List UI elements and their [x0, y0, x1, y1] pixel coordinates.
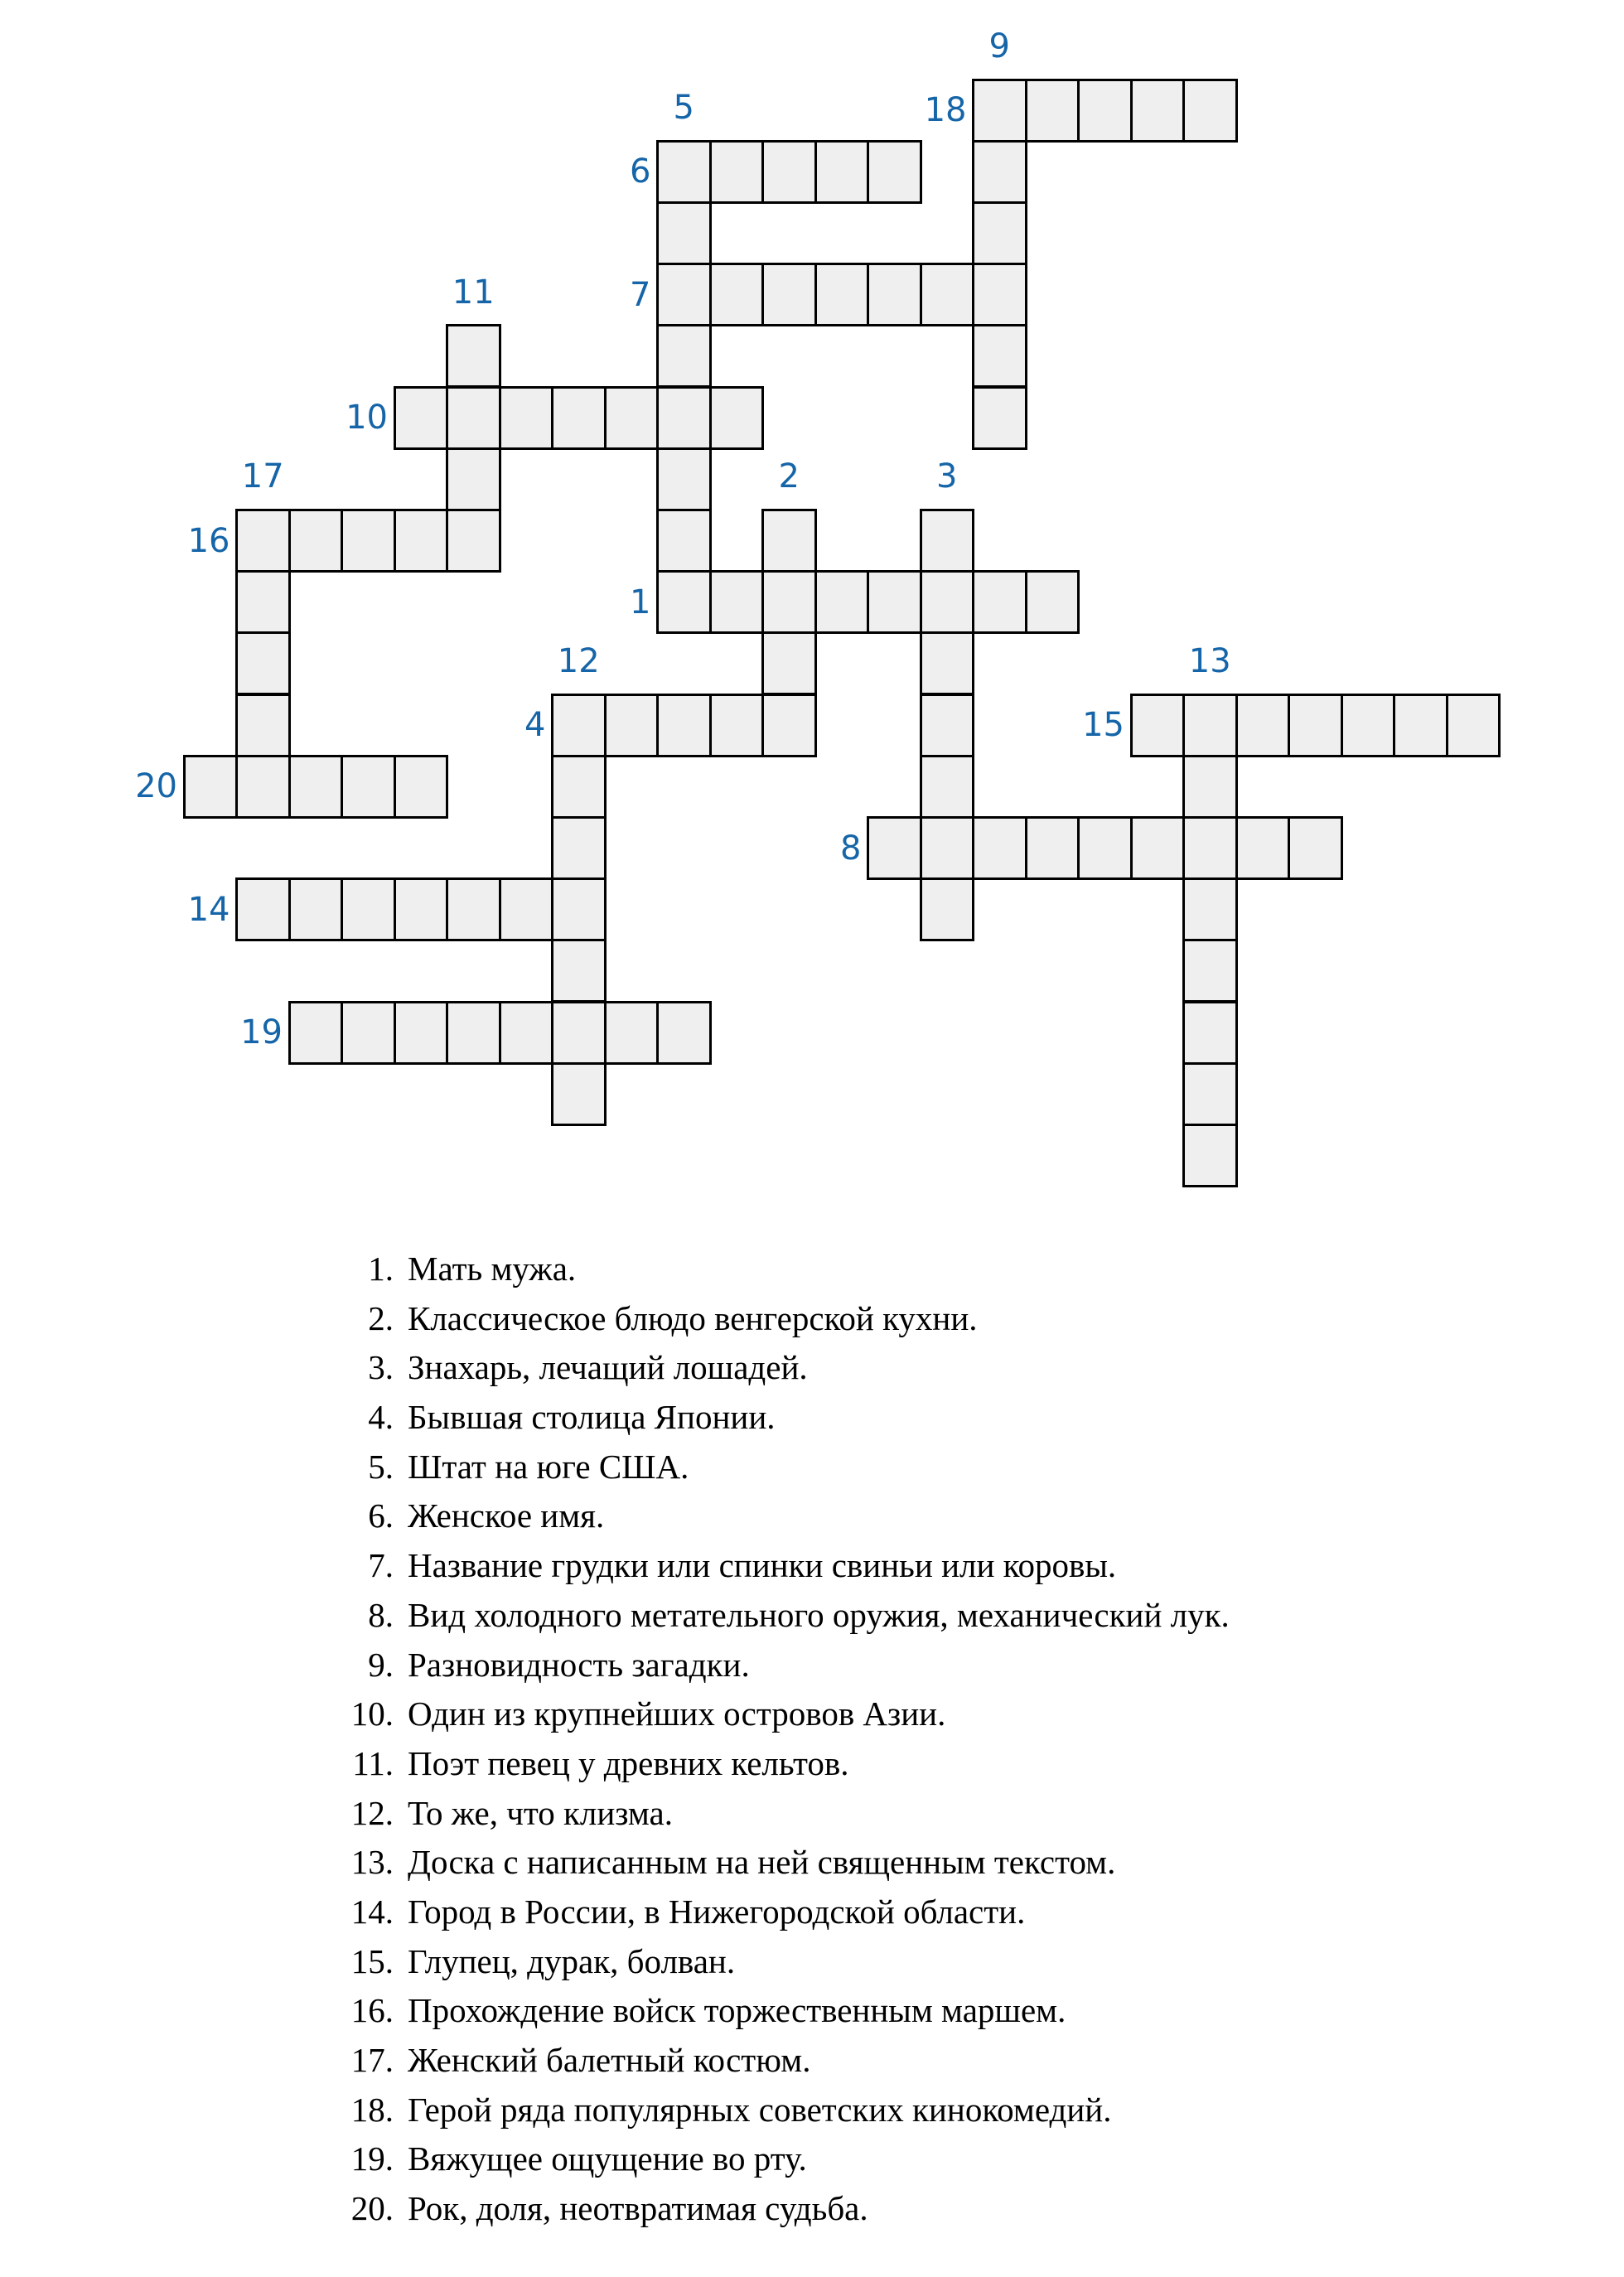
- clue-text: Поэт певец у древних кельтов.: [408, 1743, 849, 1782]
- crossword-cell[interactable]: [1235, 694, 1291, 757]
- crossword-cell[interactable]: [761, 140, 817, 204]
- crossword-cell[interactable]: [656, 263, 712, 326]
- crossword-cell[interactable]: [446, 386, 501, 450]
- clue-text: Глупец, дурак, болван.: [408, 1941, 736, 1980]
- crossword-cell[interactable]: [1235, 816, 1291, 880]
- clue-text: Женский балетный костюм.: [408, 2041, 811, 2079]
- crossword-cell[interactable]: [656, 447, 712, 511]
- crossword-cell[interactable]: [235, 631, 291, 695]
- crossword-cell[interactable]: [341, 755, 396, 819]
- crossword-cell[interactable]: [920, 694, 975, 757]
- crossword-cell[interactable]: [1182, 1124, 1238, 1187]
- crossword-cell[interactable]: [972, 816, 1027, 880]
- crossword-cell[interactable]: [1182, 1062, 1238, 1126]
- clue-text: Бывшая столица Японии.: [408, 1398, 776, 1437]
- crossword-cell[interactable]: [604, 386, 660, 450]
- crossword-cell[interactable]: [1025, 570, 1080, 634]
- crossword-cell[interactable]: [814, 570, 870, 634]
- crossword-cell[interactable]: [1341, 694, 1396, 757]
- clue-text: Вяжущее ощущение во рту.: [408, 2139, 807, 2178]
- clue-number-label: 13: [1188, 642, 1231, 680]
- crossword-cell[interactable]: [341, 1001, 396, 1065]
- crossword-cell[interactable]: [656, 1001, 712, 1065]
- clue-number: 11.: [352, 1743, 394, 1782]
- crossword-cell[interactable]: [656, 386, 712, 450]
- clue-number-label: 12: [557, 642, 600, 680]
- crossword-cell[interactable]: [446, 877, 501, 941]
- clue-number: 17.: [350, 2041, 394, 2079]
- clue-number: 10.: [350, 1694, 394, 1733]
- clue-number-label: 19: [240, 1013, 283, 1052]
- crossword-cell[interactable]: [656, 694, 712, 757]
- crossword-cell[interactable]: [1288, 816, 1343, 880]
- clue-number: 12.: [350, 1793, 394, 1832]
- crossword-cell[interactable]: [604, 694, 660, 757]
- crossword-cell[interactable]: [235, 509, 291, 573]
- crossword-cell[interactable]: [920, 755, 975, 819]
- crossword-cell[interactable]: [551, 1062, 607, 1126]
- crossword-cell[interactable]: [867, 263, 922, 326]
- clue-text: Один из крупнейших островов Азии.: [408, 1694, 946, 1733]
- clue-text: Герой ряда популярных советских кинокомедий.: [408, 2090, 1112, 2129]
- crossword-cell[interactable]: [1130, 79, 1186, 143]
- clue-text: Прохождение войск торжественным маршем.: [408, 1991, 1066, 2030]
- crossword-cell[interactable]: [235, 877, 291, 941]
- clue-text: Мать мужа.: [408, 1250, 577, 1288]
- clue-number-label: 2: [778, 457, 800, 496]
- clue-number: 16.: [350, 1991, 394, 2030]
- crossword-cell[interactable]: [1446, 694, 1501, 757]
- crossword-cell[interactable]: [551, 877, 607, 941]
- crossword-cell[interactable]: [394, 877, 449, 941]
- crossword-cell[interactable]: [972, 79, 1027, 143]
- crossword-cell[interactable]: [394, 386, 449, 450]
- crossword-cell[interactable]: [761, 509, 817, 573]
- crossword-cell[interactable]: [551, 386, 607, 450]
- crossword-cell[interactable]: [235, 694, 291, 757]
- clue-number-label: 17: [241, 457, 284, 496]
- crossword-cell[interactable]: [551, 1001, 607, 1065]
- crossword-cell[interactable]: [656, 201, 712, 265]
- clue-number-label: 5: [673, 89, 694, 128]
- crossword-cell[interactable]: [920, 570, 975, 634]
- clue-number: 4.: [368, 1398, 394, 1437]
- crossword-cell[interactable]: [972, 263, 1027, 326]
- clue-number-label: 6: [630, 152, 651, 191]
- crossword-cell[interactable]: [1182, 79, 1238, 143]
- clue-text: Штат на юге США.: [408, 1447, 689, 1486]
- clue-text: Доска с написанным на ней священным текстом.: [408, 1843, 1116, 1882]
- crossword-cell[interactable]: [288, 1001, 344, 1065]
- crossword-cell[interactable]: [1025, 79, 1080, 143]
- clue-text: Женское имя.: [408, 1496, 605, 1535]
- clue-number-label: 20: [135, 767, 177, 806]
- clue-text: Вид холодного метательного оружия, механический лук.: [408, 1595, 1230, 1634]
- clue-number-label: 16: [187, 521, 230, 560]
- crossword-cell[interactable]: [446, 1001, 501, 1065]
- clue-number: 13.: [350, 1843, 394, 1882]
- crossword-cell[interactable]: [446, 324, 501, 388]
- crossword-cell[interactable]: [867, 816, 922, 880]
- clue-number: 6.: [368, 1496, 394, 1535]
- crossword-cell[interactable]: [235, 570, 291, 634]
- crossword-cell[interactable]: [656, 509, 712, 573]
- clue-number-label: 1: [630, 583, 651, 621]
- clue-number-label: 9: [988, 27, 1010, 65]
- crossword-cell[interactable]: [1182, 694, 1238, 757]
- clue-number: 15.: [350, 1941, 394, 1980]
- clue-text: Рок, доля, неотвратимая судьба.: [408, 2189, 868, 2228]
- crossword-cell[interactable]: [1182, 755, 1238, 819]
- crossword-cell[interactable]: [920, 263, 975, 326]
- clue-number-label: 4: [524, 706, 546, 745]
- crossword-cell[interactable]: [1393, 694, 1448, 757]
- crossword-cell[interactable]: [920, 877, 975, 941]
- crossword-cell[interactable]: [867, 140, 922, 204]
- crossword-cell[interactable]: [341, 509, 396, 573]
- crossword-cell[interactable]: [656, 140, 712, 204]
- clue-number-label: 8: [840, 829, 862, 868]
- clue-number: 9.: [368, 1645, 394, 1684]
- crossword-cell[interactable]: [972, 570, 1027, 634]
- clue-number: 14.: [350, 1892, 394, 1931]
- crossword-cell[interactable]: [499, 386, 554, 450]
- crossword-cell[interactable]: [183, 755, 239, 819]
- crossword-cell[interactable]: [709, 263, 765, 326]
- clue-number: 19.: [350, 2139, 394, 2178]
- crossword-cell[interactable]: [1130, 694, 1186, 757]
- crossword-cell[interactable]: [761, 694, 817, 757]
- clue-text: Название грудки или спинки свиньи или коровы.: [408, 1546, 1117, 1585]
- clue-number-label: 11: [452, 273, 495, 312]
- crossword-cell[interactable]: [709, 694, 765, 757]
- crossword-cell[interactable]: [394, 755, 449, 819]
- crossword-cell[interactable]: [288, 755, 344, 819]
- crossword-cell[interactable]: [394, 509, 449, 573]
- crossword-cell[interactable]: [761, 570, 817, 634]
- crossword-cell[interactable]: [656, 324, 712, 388]
- crossword-cell[interactable]: [761, 631, 817, 695]
- crossword-cell[interactable]: [814, 140, 870, 204]
- clue-number: 5.: [368, 1447, 394, 1486]
- crossword-cell[interactable]: [972, 324, 1027, 388]
- crossword-cell[interactable]: [235, 755, 291, 819]
- clue-number: 8.: [368, 1595, 394, 1634]
- crossword-cell[interactable]: [288, 509, 344, 573]
- clue-text: Классическое блюдо венгерской кухни.: [408, 1298, 978, 1337]
- clue-text: Разновидность загадки.: [408, 1645, 750, 1684]
- crossword-cell[interactable]: [814, 263, 870, 326]
- crossword-cell[interactable]: [499, 877, 554, 941]
- crossword-cell[interactable]: [446, 509, 501, 573]
- crossword-cell[interactable]: [1182, 1001, 1238, 1065]
- crossword-cell[interactable]: [1077, 79, 1133, 143]
- crossword-cell[interactable]: [1025, 816, 1080, 880]
- crossword-cell[interactable]: [1182, 939, 1238, 1003]
- crossword-cell[interactable]: [972, 201, 1027, 265]
- crossword-cell[interactable]: [761, 263, 817, 326]
- crossword-cell[interactable]: [709, 386, 765, 450]
- clue-number: 1.: [368, 1250, 394, 1288]
- crossword-cell[interactable]: [1182, 816, 1238, 880]
- crossword-cell[interactable]: [551, 694, 607, 757]
- clue-number-label: 3: [936, 457, 958, 496]
- crossword-cell[interactable]: [446, 447, 501, 511]
- crossword-cell[interactable]: [551, 816, 607, 880]
- crossword-cell[interactable]: [972, 140, 1027, 204]
- crossword-cell[interactable]: [551, 939, 607, 1003]
- clue-text: То же, что клизма.: [408, 1793, 673, 1832]
- crossword-cell[interactable]: [341, 877, 396, 941]
- crossword-cell[interactable]: [288, 877, 344, 941]
- clue-number-label: 18: [924, 91, 967, 130]
- crossword-cell[interactable]: [394, 1001, 449, 1065]
- crossword-cell[interactable]: [1288, 694, 1343, 757]
- crossword-cell[interactable]: [1182, 877, 1238, 941]
- crossword-cell[interactable]: [709, 140, 765, 204]
- crossword-cell[interactable]: [499, 1001, 554, 1065]
- crossword-cell[interactable]: [604, 1001, 660, 1065]
- crossword-cell[interactable]: [551, 755, 607, 819]
- clue-text: Город в России, в Нижегородской области.: [408, 1892, 1026, 1931]
- clue-number-label: 10: [346, 399, 388, 438]
- crossword-cell[interactable]: [920, 509, 975, 573]
- clue-number-label: 14: [187, 890, 230, 929]
- clue-number-label: 15: [1082, 706, 1124, 745]
- crossword-cell[interactable]: [920, 631, 975, 695]
- crossword-cell[interactable]: [656, 570, 712, 634]
- clue-number: 3.: [368, 1348, 394, 1387]
- clue-number: 18.: [350, 2090, 394, 2129]
- clue-number: 2.: [368, 1298, 394, 1337]
- crossword-cell[interactable]: [1130, 816, 1186, 880]
- crossword-cell[interactable]: [972, 386, 1027, 450]
- crossword-cell[interactable]: [867, 570, 922, 634]
- clue-text: Знахарь, лечащий лошадей.: [408, 1348, 808, 1387]
- clue-number: 20.: [350, 2189, 394, 2228]
- clue-number-label: 7: [630, 275, 651, 314]
- crossword-cell[interactable]: [1077, 816, 1133, 880]
- crossword-cell[interactable]: [920, 816, 975, 880]
- crossword-cell[interactable]: [709, 570, 765, 634]
- clue-number: 7.: [368, 1546, 394, 1585]
